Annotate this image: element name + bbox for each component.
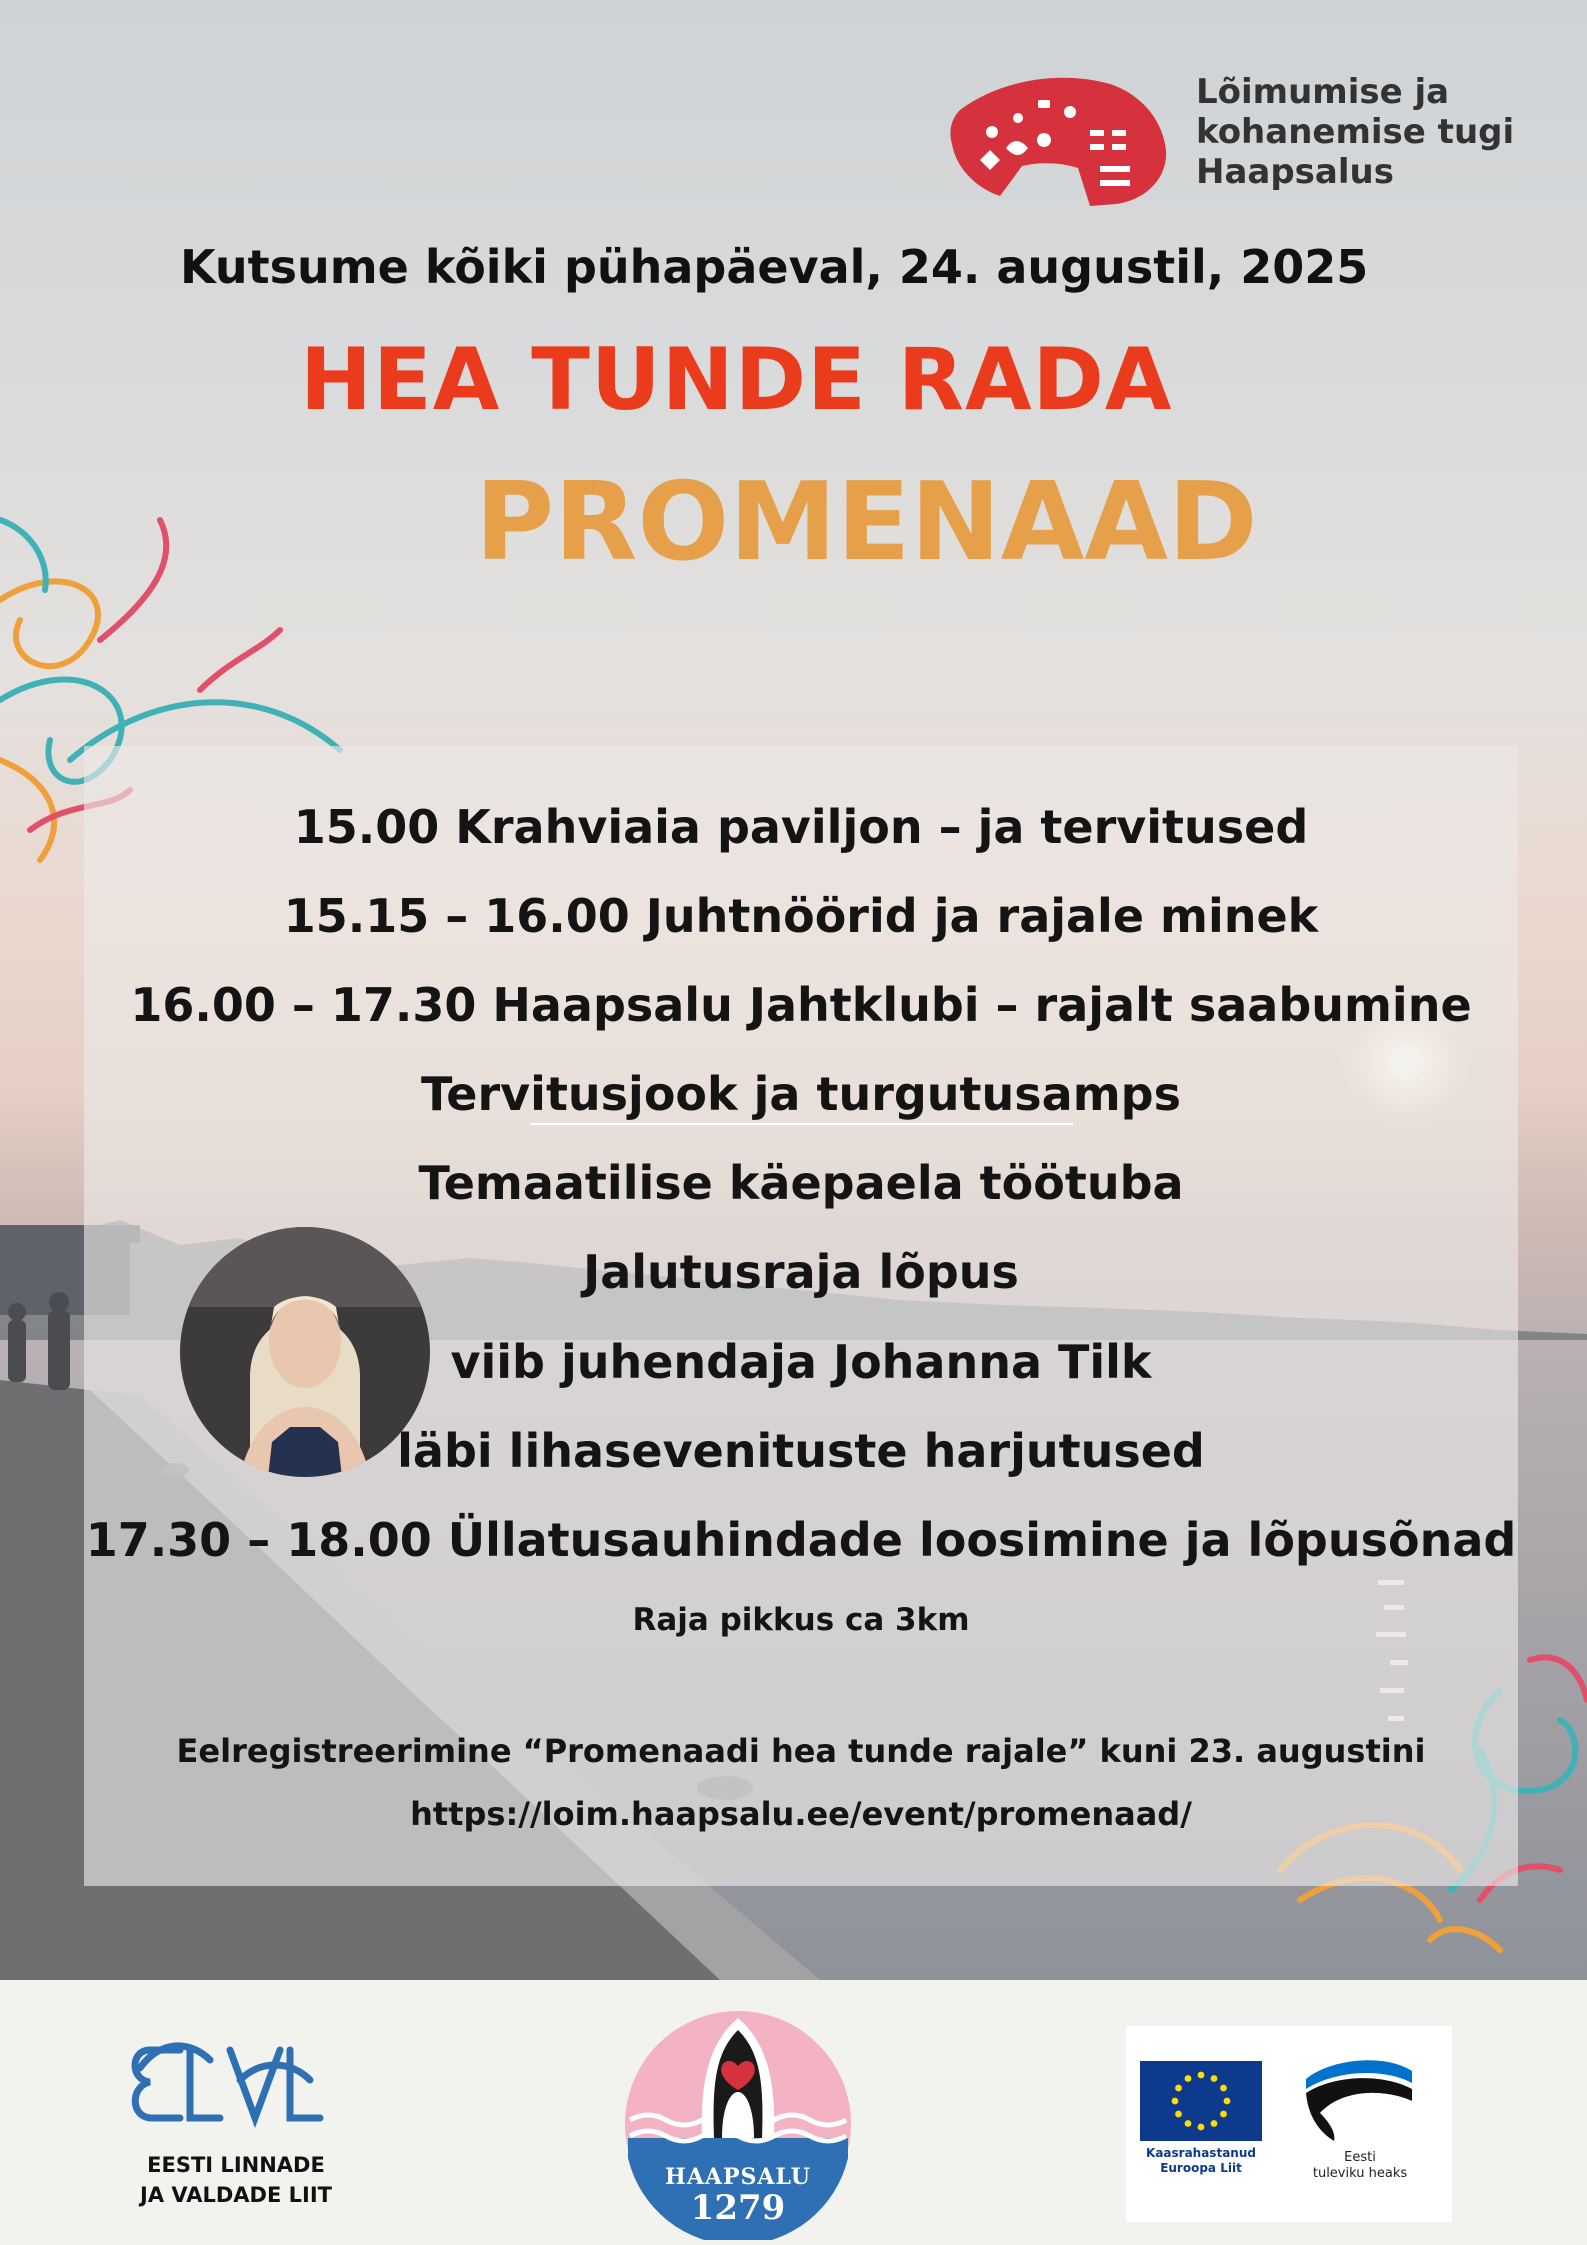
- eu-caption: [1128, 2146, 1274, 2176]
- estonia-logo-icon: [1300, 2053, 1418, 2143]
- program-line: viib juhendaja Johanna Tilk: [450, 1335, 1152, 1389]
- program-line: 17.30 – 18.00 Üllatusauhindade loosimine ja lõpusõnad: [85, 1513, 1517, 1567]
- event-title: HEA TUNDE RADA: [300, 330, 1173, 430]
- program-line: 15.00 Krahviaia paviljon – ja tervitused: [293, 800, 1309, 854]
- eu-line: Kaasrahastanud: [1146, 2146, 1256, 2160]
- org-line: Haapsalus: [1196, 152, 1394, 192]
- registration-info: Eelregistreerimine “Promenaadi hea tunde rajale” kuni 23. augustini: [176, 1732, 1426, 1770]
- program-line: 16.00 – 17.30 Haapsalu Jahtklubi – rajalt saabumine: [130, 978, 1472, 1032]
- instructor-portrait-icon: [180, 1227, 430, 1477]
- elvl-line: JA VALDADE LIIT: [140, 2183, 332, 2207]
- program-line: 15.15 – 16.00 Juhtnöörid ja rajale minek: [283, 889, 1319, 943]
- ee-line: Eesti: [1344, 2150, 1376, 2165]
- program-line: Temaatilise käepaela töötuba: [418, 1156, 1184, 1210]
- eu-flag-icon: [1140, 2061, 1262, 2141]
- route-length: Raja pikkus ca 3km: [632, 1602, 970, 1638]
- haapsalu-year: 1279: [690, 2188, 786, 2228]
- org-line: Lõimumise ja: [1196, 72, 1450, 112]
- eu-line: Euroopa Liit: [1160, 2161, 1242, 2175]
- haapsalu-label: [618, 2126, 858, 2226]
- program-line: [84, 1067, 1518, 1121]
- ee-line: tuleviku heaks: [1312, 2166, 1408, 2181]
- loimumise-logo-icon: [940, 70, 1170, 210]
- program-line-part: mps: [1072, 1067, 1181, 1121]
- program-line-part: Terv: [421, 1067, 531, 1121]
- program-line: läbi lihasevenituste harjutused: [397, 1424, 1205, 1478]
- instructor-photo: [180, 1227, 430, 1477]
- program-line: Jalutusraja lõpus: [583, 1245, 1019, 1299]
- registration-link[interactable]: https://loim.haapsalu.ee/event/promenaad/: [410, 1795, 1192, 1833]
- event-subtitle: PROMENAAD: [475, 460, 1258, 585]
- haapsalu-name: HAAPSALU: [665, 2164, 811, 2190]
- estonia-caption: [1290, 2150, 1430, 2182]
- program-line-underlined: itusjook ja turgutusa: [530, 1067, 1073, 1125]
- invitation-text: Kutsume kõiki pühapäeval, 24. augustil, 2025: [180, 240, 1369, 294]
- elvl-name: [106, 2150, 366, 2210]
- org-line: kohanemise tugi: [1196, 112, 1515, 152]
- elvl-line: EESTI LINNADE: [147, 2153, 325, 2177]
- organization-name: [1196, 72, 1576, 192]
